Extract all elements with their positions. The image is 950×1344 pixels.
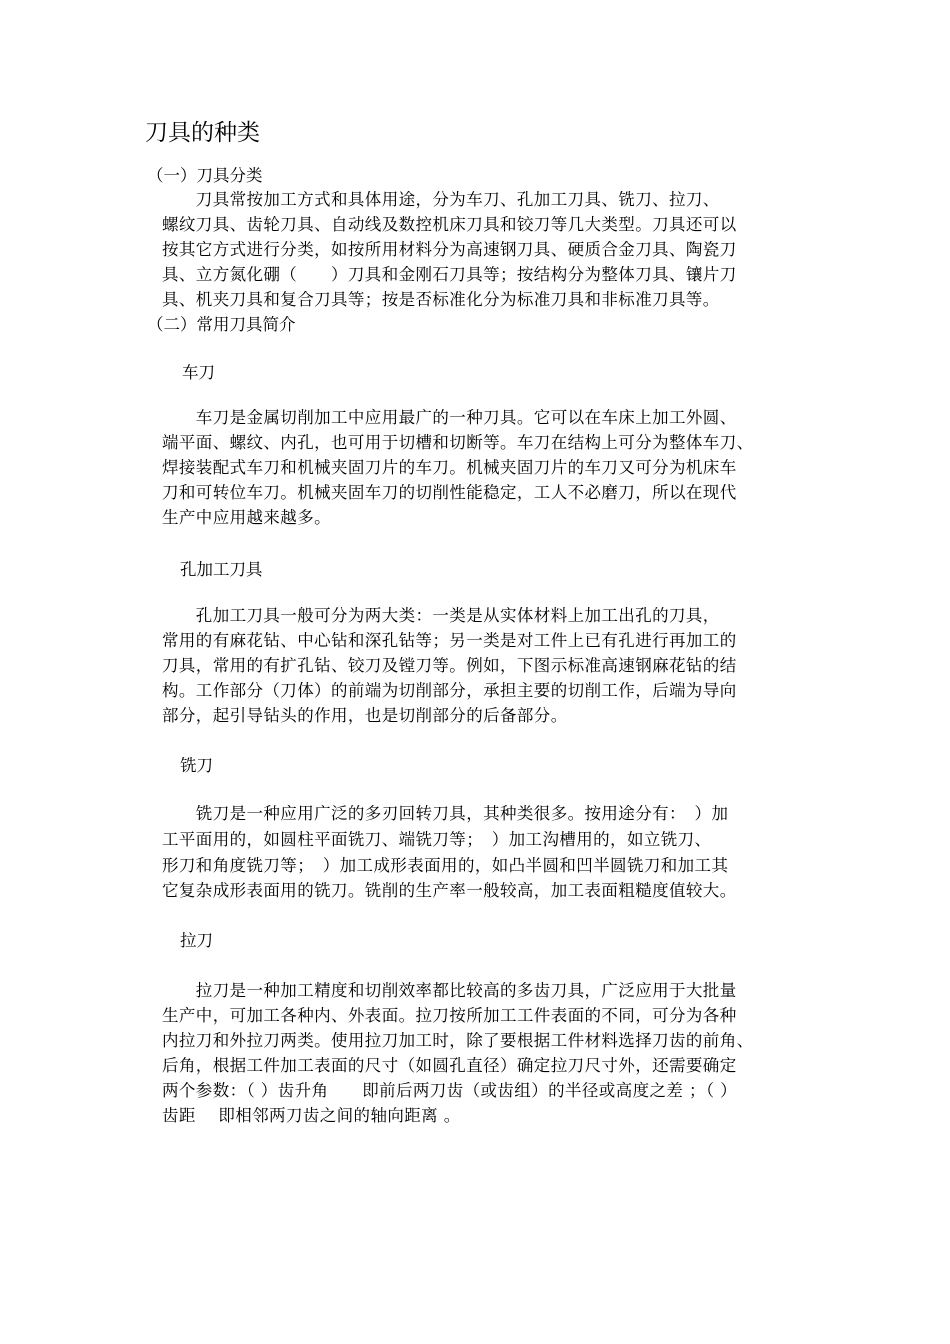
paragraph-line: 拉刀是一种加工精度和切削效率都比较高的多齿刀具，广泛应用于大批量 [162,981,737,1000]
paragraph-line: 生产中，可加工各种内、外表面。拉刀按所加工工件表面的不同，可分为各种 [162,1006,737,1025]
paragraph-line: 螺纹刀具、齿轮刀具、自动线及数控机床刀具和铰刀等几大类型。刀具还可以 [162,215,737,234]
paragraph-line: 形刀和角度铣刀等； ）加工成形表面用的，如凸半圆和凹半圆铣刀和加工其 [162,856,729,875]
paragraph-line: 两个参数：（ ）齿升角 即前后两刀齿（或齿组）的半径或高度之差 ；（ ） [162,1081,738,1100]
paragraph-line: 常用的有麻花钻、中心钻和深孔钻等；另一类是对工件上已有孔进行再加工的 [162,631,737,650]
tool-heading-hole-making: 孔加工刀具 [180,560,263,579]
paragraph-line: 孔加工刀具一般可分为两大类：一类是从实体材料上加工出孔的刀具， [162,606,720,625]
paragraph-line: 车刀是金属切削加工中应用最广的一种刀具。它可以在车床上加工外圆、 [162,408,737,427]
paragraph-line: 端平面、螺纹、内孔，也可用于切槽和切断等。车刀在结构上可分为整体车刀、 [162,433,754,452]
tool-heading-turning: 车刀 [182,363,215,382]
paragraph-line: 焊接装配式车刀和机械夹固刀片的车刀。机械夹固刀片的车刀又可分为机床车 [162,458,737,477]
section-heading-classification: （一）刀具分类 [147,166,263,185]
paragraph-line: 刀具常按加工方式和具体用途，分为车刀、孔加工刀具、铣刀、拉刀、 [162,190,720,209]
paragraph-line: 铣刀是一种应用广泛的多刃回转刀具，其种类很多。按用途分有： ）加 [162,804,729,823]
paragraph-line: 刀具，常用的有扩孔钻、铰刀及镗刀等。例如，下图示标准高速钢麻花钻的结 [162,656,737,675]
tool-heading-milling: 铣刀 [180,756,213,775]
paragraph-line: 齿距 即相邻两刀齿之间的轴向距离 。 [162,1106,461,1125]
paragraph-line: 生产中应用越来越多。 [162,508,331,527]
page-title: 刀具的种类 [145,120,260,146]
paragraph-line: 工平面用的，如圆柱平面铣刀、端铣刀等； ）加工沟槽用的，如立铣刀、 [162,830,712,849]
paragraph-line: 具、立方氮化硼（ ）刀具和金刚石刀具等；按结构分为整体刀具、镶片刀 [162,265,737,284]
paragraph-line: 按其它方式进行分类，如按所用材料分为高速钢刀具、硬质合金刀具、陶瓷刀 [162,240,737,259]
paragraph-line: 部分，起引导钻头的作用，也是切削部分的后备部分。 [162,706,568,725]
paragraph-line: 具、机夹刀具和复合刀具等；按是否标准化分为标准刀具和非标准刀具等。 [162,290,720,309]
paragraph-line: 构。工作部分（刀体）的前端为切削部分，承担主要的切削工作，后端为导向 [162,681,737,700]
section-heading-common-tools: （二）常用刀具简介 [147,315,296,334]
paragraph-line: 后角，根据工件加工表面的尺寸（如圆孔直径）确定拉刀尺寸外，还需要确定 [162,1056,737,1075]
paragraph-line: 内拉刀和外拉刀两类。使用拉刀加工时，除了要根据工件材料选择刀齿的前角、 [162,1031,754,1050]
tool-heading-broaching: 拉刀 [180,931,213,950]
paragraph-line: 它复杂成形表面用的铣刀。铣削的生产率一般较高，加工表面粗糙度值较大。 [162,881,737,900]
paragraph-line: 刀和可转位车刀。机械夹固车刀的切削性能稳定，工人不必磨刀，所以在现代 [162,483,737,502]
